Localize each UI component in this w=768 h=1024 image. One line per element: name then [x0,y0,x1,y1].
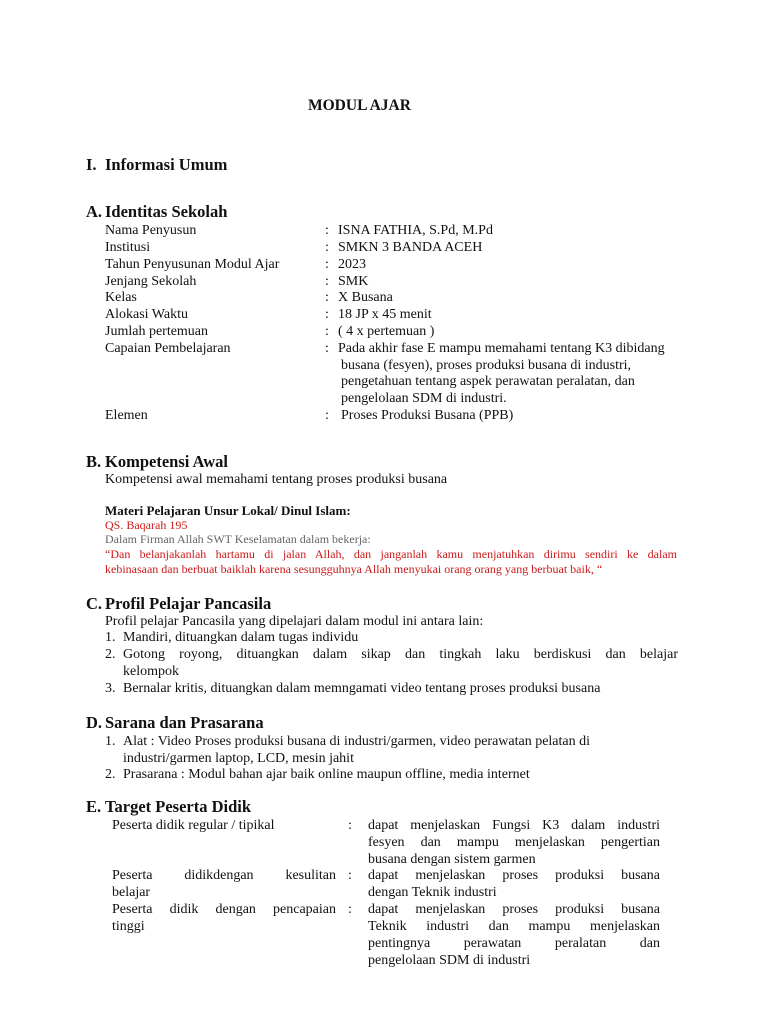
identity-label: Elemen [105,408,148,423]
verse-intro: Dalam Firman Allah SWT Keselamatan dalam bekerja: [105,532,371,546]
list-item-text: Bernalar kritis, dituangkan dalam memngamati video tentang proses produksi busana [123,681,601,696]
list-item-text: Gotong royong, dituangkan dalam sikap dan tingkah laku berdiskusi dan belajar [123,647,678,662]
identity-value: 18 JP x 45 menit [338,307,432,322]
identity-colon: : [325,290,329,305]
section-c-heading: Profil Pelajar Pancasila [105,594,272,613]
section-e-heading: Target Peserta Didik [105,797,252,816]
target-value: dapat menjelaskan Fungsi K3 dalam industri [368,818,660,833]
section-b-heading: Kompetensi Awal [105,452,228,471]
target-colon: : [348,902,352,917]
target-label: tinggi [112,919,145,934]
list-item-number: 2. [105,647,116,662]
list-item-number: 1. [105,630,116,645]
identity-label: Capaian Pembelajaran [105,341,231,356]
identity-label: Jenjang Sekolah [105,274,197,289]
target-value: Teknik industri dan mampu menjelaskan [368,919,660,934]
identity-label: Tahun Penyusunan Modul Ajar [105,257,280,272]
section-a-heading: Identitas Sekolah [105,202,228,221]
identity-label: Kelas [105,290,137,305]
target-value: pengelolaan SDM di industri [368,953,531,968]
target-value: dengan Teknik industri [368,885,497,900]
identity-colon: : [325,274,329,289]
identity-label: Nama Penyusun [105,223,197,238]
list-item-text-cont: industri/garmen laptop, LCD, mesin jahit [123,751,354,766]
identity-colon: : [325,324,329,339]
target-value: dapat menjelaskan proses produksi busana [368,902,660,917]
identity-label: Jumlah pertemuan [105,324,209,339]
target-colon: : [348,818,352,833]
target-label: Peserta didik regular / tipikal [112,818,275,833]
identity-value: SMK [338,274,369,289]
section-a-number: A. [86,202,103,221]
identity-value: Pada akhir fase E mampu memahami tentang K3 dibidang [338,341,665,356]
target-label: belajar [112,885,151,900]
target-colon: : [348,868,352,883]
identity-value-cont: pengelolaan SDM di industri. [341,391,507,406]
section-d-number: D. [86,713,103,732]
section-d-heading: Sarana dan Prasarana [105,713,264,732]
identity-colon: : [325,408,329,423]
identity-value-cont: pengetahuan tentang aspek perawatan peralatan, dan [341,374,635,389]
identity-value: 2023 [338,257,366,272]
section-i-number: I. [86,155,97,174]
list-item-text: Prasarana : Modul bahan ajar baik online maupun offline, media internet [123,767,530,782]
target-label: Peserta didikdengan kesulitan [112,868,336,883]
target-value: pentingnya perawatan peralatan dan [368,936,660,951]
identity-colon: : [325,240,329,255]
identity-value: X Busana [338,290,393,305]
identity-colon: : [325,307,329,322]
identity-label: Alokasi Waktu [105,307,188,322]
identity-value: SMKN 3 BANDA ACEH [338,240,483,255]
materi-heading: Materi Pelajaran Unsur Lokal/ Dinul Islam: [105,503,351,518]
identity-label: Institusi [105,240,151,255]
verse-quote-line: kebinasaan dan berbuat baiklah karena sesungguhnya Allah menyukai orang orang yang berbuat baik, “ [105,562,603,576]
identity-colon: : [325,223,329,238]
identity-colon: : [325,257,329,272]
document-title: MODUL AJAR [308,97,411,114]
identity-value: ISNA FATHIA, S.Pd, M.Pd [338,223,493,238]
target-value: dapat menjelaskan proses produksi busana [368,868,660,883]
target-value: busana dengan sistem garmen [368,852,536,867]
list-item-text: Mandiri, dituangkan dalam tugas individu [123,630,359,645]
identity-value: ( 4 x pertemuan ) [338,324,435,339]
verse-reference: QS. Baqarah 195 [105,518,188,532]
list-item-text: Alat : Video Proses produksi busana di industri/garmen, video perawatan pelatan di [123,734,591,749]
list-item-number: 3. [105,681,116,696]
list-item-text-cont: kelompok [123,664,179,679]
target-value: fesyen dan mampu menjelaskan pengertian [368,835,660,850]
section-i-heading: Informasi Umum [105,155,228,174]
target-label: Peserta didik dengan pencapaian [112,902,336,917]
identity-colon: : [325,341,329,356]
kompetensi-awal-text: Kompetensi awal memahami tentang proses produksi busana [105,472,448,487]
section-e-number: E. [86,797,102,816]
section-b-number: B. [86,452,102,471]
pancasila-intro: Profil pelajar Pancasila yang dipelajari dalam modul ini antara lain: [105,614,484,629]
section-c-number: C. [86,594,103,613]
list-item-number: 2. [105,767,116,782]
verse-quote-line: “Dan belanjakanlah hartamu di jalan Allah, dan janganlah kamu menjatuhkan dirimu sendiri ke dalam [105,547,677,561]
identity-value: Proses Produksi Busana (PPB) [341,408,514,423]
identity-value-cont: busana (fesyen), proses produksi busana di industri, [341,358,632,373]
list-item-number: 1. [105,734,116,749]
